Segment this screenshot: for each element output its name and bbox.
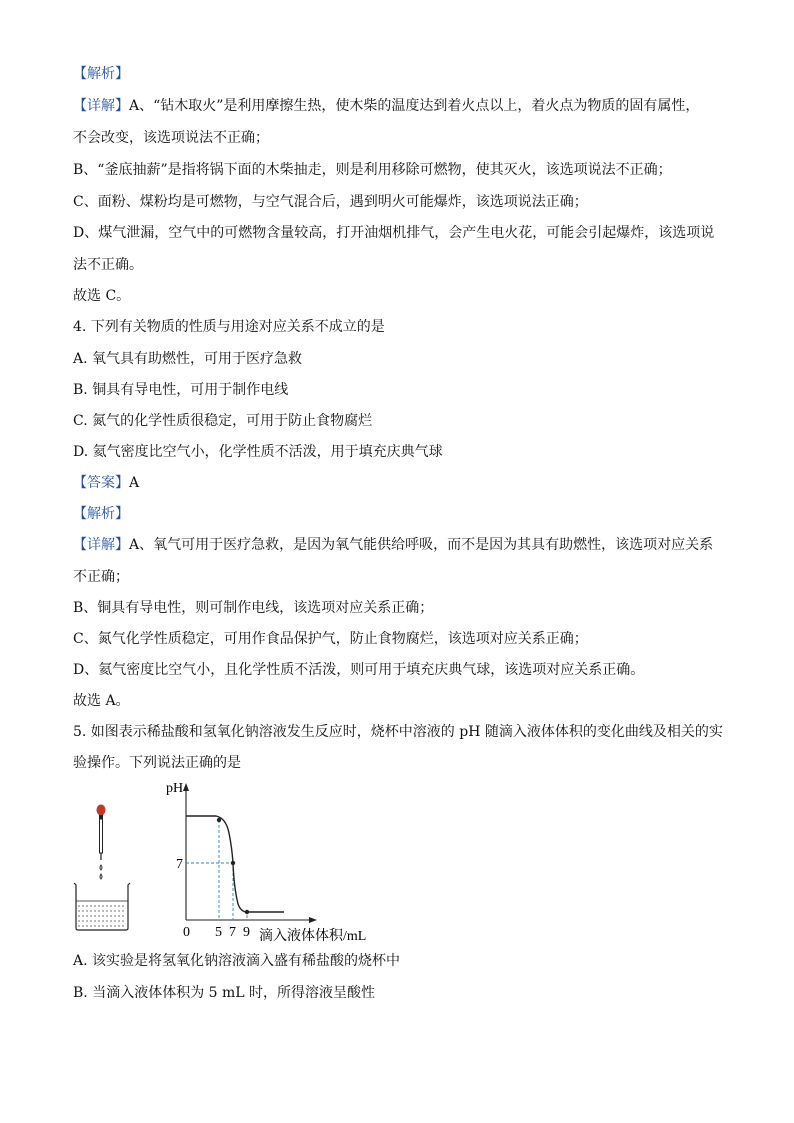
detail-line: 不正确； xyxy=(73,569,129,585)
question-5-stem: 5. 如图表示稀盐酸和氢氧化钠溶液发生反应时，烧杯中溶液的 pH 随滴入液体体积的变化曲线及相关的实 xyxy=(73,724,723,740)
section-heading-analysis xyxy=(73,504,129,524)
section-tag: 【详解】 xyxy=(73,98,129,114)
detail-line: D、煤气泄漏，空气中的可燃物含量较高，打开油烟机排气，会产生电火花，可能会引起爆炸，该选项说 xyxy=(73,225,715,241)
detail-line: 不会改变，该选项说法不正确； xyxy=(73,130,269,146)
section-tag: 【解析】 xyxy=(73,66,129,82)
conclusion-line: 故选 C。 xyxy=(73,288,131,304)
chart-axes xyxy=(183,783,317,923)
option-a: A. 氧气具有助燃性，可用于医疗急救 xyxy=(73,351,303,367)
x-tick-7: 7 xyxy=(229,925,236,940)
option-a: A. 该实验是将氢氧化钠溶液滴入盛有稀盐酸的烧杯中 xyxy=(73,953,401,969)
option-b: B. 铜具有导电性，可用于制作电线 xyxy=(73,382,289,398)
detail-line: 法不正确。 xyxy=(73,257,143,273)
point-5ml xyxy=(217,818,221,822)
detail-line: 【详解】A、“钻木取火”是利用摩擦生热，使木柴的温度达到着火点以上，着火点为物质的固有属性， xyxy=(73,98,700,114)
detail-line: C、面粉、煤粉均是可燃物，与空气混合后，遇到明火可能爆炸，该选项说法正确； xyxy=(73,194,588,210)
x-tick-5: 5 xyxy=(215,925,222,940)
detail-line: C、氮气化学性质稳定，可用作食品保护气，防止食物腐烂，该选项对应关系正确； xyxy=(73,631,588,647)
answer-line: 【答案】A xyxy=(73,475,140,491)
x-tick-9: 9 xyxy=(243,925,250,940)
x-axis-label: 滴入液体体积/mL xyxy=(259,929,367,944)
y-axis-label: pH xyxy=(166,781,184,796)
section-tag: 【解析】 xyxy=(73,506,129,522)
detail-line: 【详解】A、氧气可用于医疗急救，是因为氧气能供给呼吸，而不是因为其具有助燃性，该选项对应关系 xyxy=(73,537,714,553)
option-c: C. 氮气的化学性质很稳定，可用于防止食物腐烂 xyxy=(73,413,373,429)
dropper-icon xyxy=(97,805,106,861)
point-7ml xyxy=(231,861,235,865)
question-4-stem: 4. 下列有关物质的性质与用途对应关系不成立的是 xyxy=(73,319,385,335)
detail-line: D、氦气密度比空气小，且化学性质不活泼，则可用于填充庆典气球，该选项对应关系正确。 xyxy=(73,662,645,678)
section-tag: 【答案】 xyxy=(73,475,129,491)
point-9ml xyxy=(245,910,249,914)
ph-titration-figure xyxy=(66,778,386,948)
ph-curve xyxy=(186,816,284,912)
section-tag: 【详解】 xyxy=(73,537,129,553)
option-b: B. 当滴入液体体积为 5 mL 时，所得溶液呈酸性 xyxy=(73,985,376,1001)
detail-line: B、铜具有导电性，则可制作电线，该选项对应关系正确； xyxy=(73,600,434,616)
option-d: D. 氦气密度比空气小，化学性质不活泼，用于填充庆典气球 xyxy=(73,444,443,460)
conclusion-line: 故选 A。 xyxy=(73,693,130,709)
y-tick-7: 7 xyxy=(176,857,183,872)
section-heading-analysis xyxy=(73,64,129,84)
drop-icon xyxy=(100,865,102,879)
detail-line: B、“釜底抽薪”是指将锅下面的木柴抽走，则是利用移除可燃物，使其灭火，该选项说法不正确； xyxy=(73,162,672,178)
question-5-stem: 验操作。下列说法正确的是 xyxy=(73,755,241,771)
origin-label: 0 xyxy=(183,925,190,940)
beaker-icon xyxy=(74,883,130,930)
